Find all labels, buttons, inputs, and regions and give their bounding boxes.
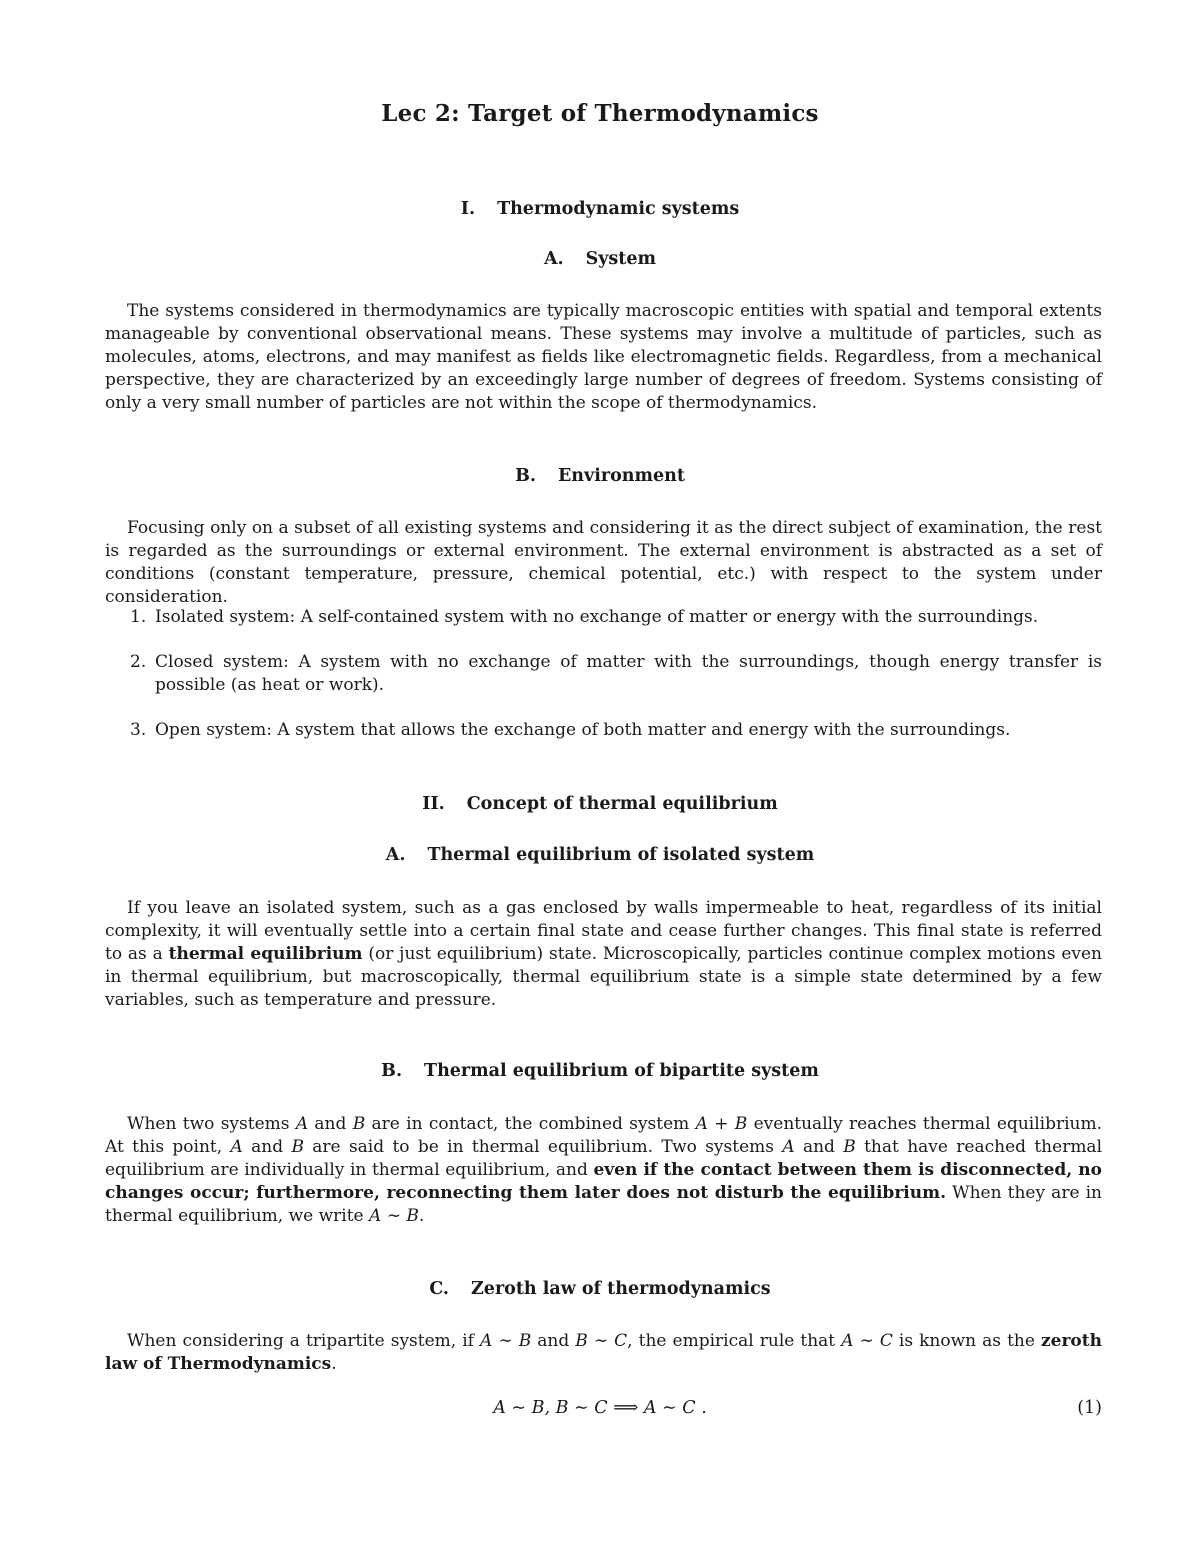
subsection-heading-isolated bbox=[0, 845, 1200, 865]
subsection-number: C. bbox=[429, 1279, 450, 1299]
paragraph-environment: Focusing only on a subset of all existing systems and considering it as the direct subject of examination, the rest is regarded as the surroundings or external environment. The external environment is abstracted as a set of conditions (constant temperature, pressure, chemical potential, etc.) with respect to the system under consideration. bbox=[105, 518, 1102, 607]
subsection-heading-zeroth-law bbox=[0, 1279, 1200, 1299]
section-number: I. bbox=[460, 199, 476, 219]
subsection-number: A. bbox=[385, 845, 406, 865]
math-symbol: A bbox=[782, 1137, 795, 1157]
text-run: and bbox=[531, 1331, 576, 1351]
subsection-title: Thermal equilibrium of bipartite system bbox=[424, 1061, 819, 1081]
list-item bbox=[105, 651, 1102, 697]
subsection-title: System bbox=[585, 249, 657, 269]
math-symbol: B bbox=[843, 1137, 856, 1157]
section-number: II. bbox=[422, 794, 445, 814]
list-number: 3. bbox=[130, 720, 147, 740]
text-run: When they are in thermal equilibrium, we write bbox=[105, 1183, 1102, 1226]
math-symbol: A bbox=[230, 1137, 243, 1157]
subsection-heading-system bbox=[0, 249, 1200, 269]
text-run: and bbox=[794, 1137, 844, 1157]
list-item bbox=[105, 606, 1102, 629]
subsection-heading-bipartite bbox=[0, 1061, 1200, 1081]
math-expression: A + B bbox=[695, 1114, 748, 1134]
text-run: eventually reaches thermal equilibrium. At this point, bbox=[105, 1114, 1102, 1157]
emphasis-term: thermal equilibrium bbox=[168, 944, 363, 964]
section-heading-2 bbox=[0, 794, 1200, 814]
math-symbol: B bbox=[352, 1114, 366, 1134]
emphasis-statement: even if the contact between them is disconnected, no changes occur; furthermore, reconnecting them later does not disturb the equilibrium. bbox=[105, 1160, 1102, 1203]
text-run: . bbox=[331, 1354, 337, 1374]
list-text: Isolated system: A self-contained system with no exchange of matter or energy with the surroundings. bbox=[155, 607, 1039, 627]
list-item bbox=[105, 719, 1102, 742]
page-title: Lec 2: Target of Thermodynamics bbox=[381, 100, 819, 127]
list-text: Closed system: A system with no exchange of matter with the surroundings, though energy transfer is possible (as heat or work). bbox=[155, 652, 1102, 695]
section-title: Concept of thermal equilibrium bbox=[466, 794, 778, 814]
subsection-title: Thermal equilibrium of isolated system bbox=[427, 845, 815, 865]
math-expression: A ∼ B bbox=[480, 1331, 532, 1351]
section-title: Thermodynamic systems bbox=[497, 199, 740, 219]
text-run: When two systems bbox=[127, 1114, 296, 1134]
text-run: and bbox=[242, 1137, 292, 1157]
math-expression: B ∼ C bbox=[575, 1331, 628, 1351]
text-run: When considering a tripartite system, if bbox=[127, 1331, 481, 1351]
equation-expression: A ∼ B, B ∼ C ⟹ A ∼ C . bbox=[493, 1398, 707, 1418]
paragraph-zeroth-law bbox=[105, 1330, 1102, 1376]
text-run: If you leave an isolated system, such as a gas enclosed by walls impermeable to heat, regardless of its initial complexity, it will eventually settle into a certain final state and cease further changes. This final state is referred to as a bbox=[105, 898, 1102, 964]
list-number: 2. bbox=[130, 652, 147, 672]
paragraph-isolated-equilibrium bbox=[105, 897, 1102, 1012]
paragraph-bipartite-equilibrium bbox=[105, 1113, 1102, 1228]
text-run: and bbox=[308, 1114, 353, 1134]
subsection-number: B. bbox=[515, 466, 536, 486]
math-expression: A ∼ B bbox=[369, 1206, 419, 1226]
subsection-title: Environment bbox=[557, 466, 685, 486]
list-text: Open system: A system that allows the exchange of both matter and energy with the surroundings. bbox=[155, 720, 1011, 740]
text-run: are said to be in thermal equilibrium. Two systems bbox=[303, 1137, 783, 1157]
equation-number: (1) bbox=[1077, 1398, 1102, 1418]
subsection-number: B. bbox=[381, 1061, 403, 1081]
math-expression: A ∼ C bbox=[841, 1331, 893, 1351]
list-number: 1. bbox=[130, 607, 147, 627]
text-run: that have reached thermal equilibrium are individually in thermal equilibrium, and bbox=[105, 1137, 1103, 1180]
text-run: are in contact, the combined system bbox=[365, 1114, 696, 1134]
subsection-number: A. bbox=[543, 249, 564, 269]
text-run: is known as the bbox=[892, 1331, 1041, 1351]
text-run: , the empirical rule that bbox=[627, 1331, 842, 1351]
section-heading-1 bbox=[0, 199, 1200, 219]
math-symbol: A bbox=[295, 1114, 309, 1134]
math-symbol: B bbox=[291, 1137, 304, 1157]
subsection-title: Zeroth law of thermodynamics bbox=[471, 1279, 771, 1299]
text-run: . bbox=[418, 1206, 425, 1226]
emphasis-term: zeroth law of Thermodynamics bbox=[105, 1331, 1102, 1374]
subsection-heading-environment bbox=[0, 466, 1200, 486]
paragraph-system: The systems considered in thermodynamics are typically macroscopic entities with spatial and temporal extents manageable by conventional observational means. These systems may involve a multitude of particles, such as molecules, atoms, electrons, and may manifest as fields like electromagnetic fields. Regardless, from a mechanical perspective, they are characterized by an exceedingly large number of degrees of freedom. Systems consisting of only a very small number of particles are not within the scope of thermodynamics. bbox=[105, 301, 1102, 413]
text-run: (or just equilibrium) state. Microscopically, particles continue complex motions even in thermal equilibrium, but macroscopically, thermal equilibrium state is a simple state determined by a few variables, such as temperature and pressure. bbox=[105, 944, 1102, 1010]
